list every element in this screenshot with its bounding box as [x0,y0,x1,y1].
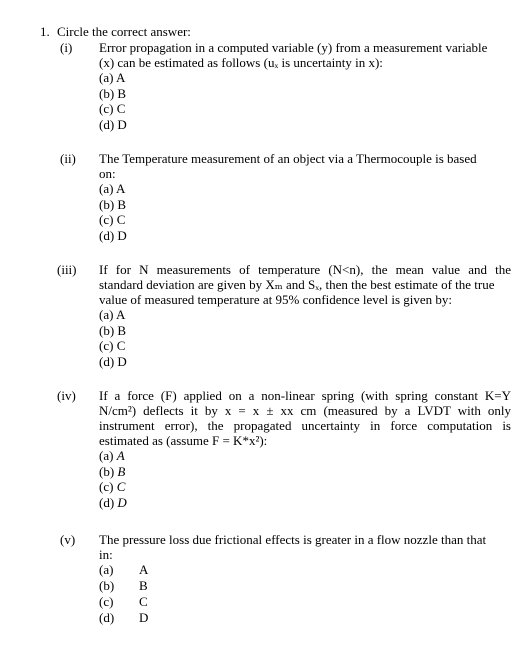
stem-line: If for N measurements of temperature (N<n), the mean value and the [99,262,511,277]
option-item[interactable] [99,354,511,370]
stem-line: value of measured temperature at 95% confidence level is given by: [99,292,453,307]
part-roman-numeral: (ii) [60,151,76,166]
stem-line: If a force (F) applied on a non-linear spring (with spring constant K=Y [99,388,511,403]
option-label: (a) [99,562,114,577]
question-number: 1. [40,24,50,39]
option-value: C [116,479,126,494]
option-label: (b) [99,322,115,338]
part-stem [99,151,511,243]
stem-line: on: [99,166,116,181]
option-item[interactable] [99,181,511,197]
option-item[interactable] [99,448,511,464]
option-value: B [117,85,127,101]
option-item[interactable] [99,117,511,133]
option-label: (a) [99,307,114,322]
option-label: (c) [99,212,114,227]
part-stem [99,388,511,510]
option-value: A [115,70,126,85]
stem-line: Error propagation in a computed variable (y) from a measurement variable [99,40,488,55]
option-item[interactable] [99,495,511,511]
stem-line: The Temperature measurement of an object via a Thermocouple is based [99,151,477,166]
option-list [99,181,511,243]
option-item[interactable] [99,578,511,594]
option-item[interactable] [99,212,511,228]
question-title: Circle the correct answer: [57,24,191,39]
option-label: (d) [99,116,115,132]
option-value: C [139,594,148,609]
option-item[interactable] [99,307,511,323]
option-value: B [117,196,127,212]
option-value: B [139,578,148,593]
option-item[interactable] [99,479,511,495]
part-roman-numeral: (iii) [57,262,77,277]
option-item[interactable] [99,101,511,117]
stem-line: The pressure loss due frictional effects is greater in a flow nozzle than that [99,532,487,547]
option-label: (b) [99,196,115,212]
option-item[interactable] [99,610,511,626]
option-label: (b) [99,85,115,101]
part-roman-numeral: (iv) [57,388,76,403]
option-item[interactable] [99,323,511,339]
option-item[interactable] [99,197,511,213]
option-label: (a) [99,448,114,463]
option-value: A [115,181,126,196]
part-roman-numeral: (v) [60,532,76,547]
option-value: A [139,562,149,577]
stem-line: in: [99,547,113,562]
option-label: (a) [99,181,114,196]
option-label: (d) [99,353,115,369]
option-item[interactable] [99,594,511,610]
option-item[interactable] [99,464,511,480]
option-value: C [116,101,126,116]
stem-line: (x) can be estimated as follows (uₓ is uncertainty in x): [99,55,383,70]
option-label: (c) [99,594,114,609]
option-list [99,562,511,626]
part-roman-numeral: (i) [60,40,73,55]
part-stem [99,40,511,132]
part-stem [99,262,511,369]
option-item[interactable] [99,562,511,578]
option-label: (b) [99,578,115,593]
stem-line: standard deviation are given by Xₘ and Sₓ, then the best estimate of the true [99,277,495,292]
option-label: (c) [99,479,114,494]
stem-line: estimated as (assume F = K*x²): [99,433,268,448]
option-value: D [139,610,149,625]
option-item[interactable] [99,70,511,86]
option-value: A [116,448,125,463]
option-item[interactable] [99,228,511,244]
option-value: C [116,212,126,227]
option-item[interactable] [99,338,511,354]
option-value: C [116,338,126,353]
option-value: D [117,227,127,243]
option-label: (b) [99,463,115,479]
option-value: B [117,322,127,338]
option-list [99,70,511,132]
option-value: A [115,307,126,322]
stem-line: instrument error), the propagated uncertainty in force computation is [99,418,511,433]
stem-line: N/cm²) deflects it by x = x ± xx cm (measured by a LVDT with only [99,403,511,418]
option-label: (c) [99,101,114,116]
option-list [99,307,511,369]
option-label: (a) [99,70,114,85]
option-value: D [117,353,127,369]
option-label: (d) [99,494,115,510]
option-list [99,448,511,510]
option-label: (c) [99,338,114,353]
option-value: D [117,116,127,132]
option-item[interactable] [99,86,511,102]
option-value: B [117,463,126,479]
part-stem [99,532,511,626]
option-label: (d) [99,227,115,243]
option-label: (d) [99,610,115,625]
option-value: D [117,494,127,510]
